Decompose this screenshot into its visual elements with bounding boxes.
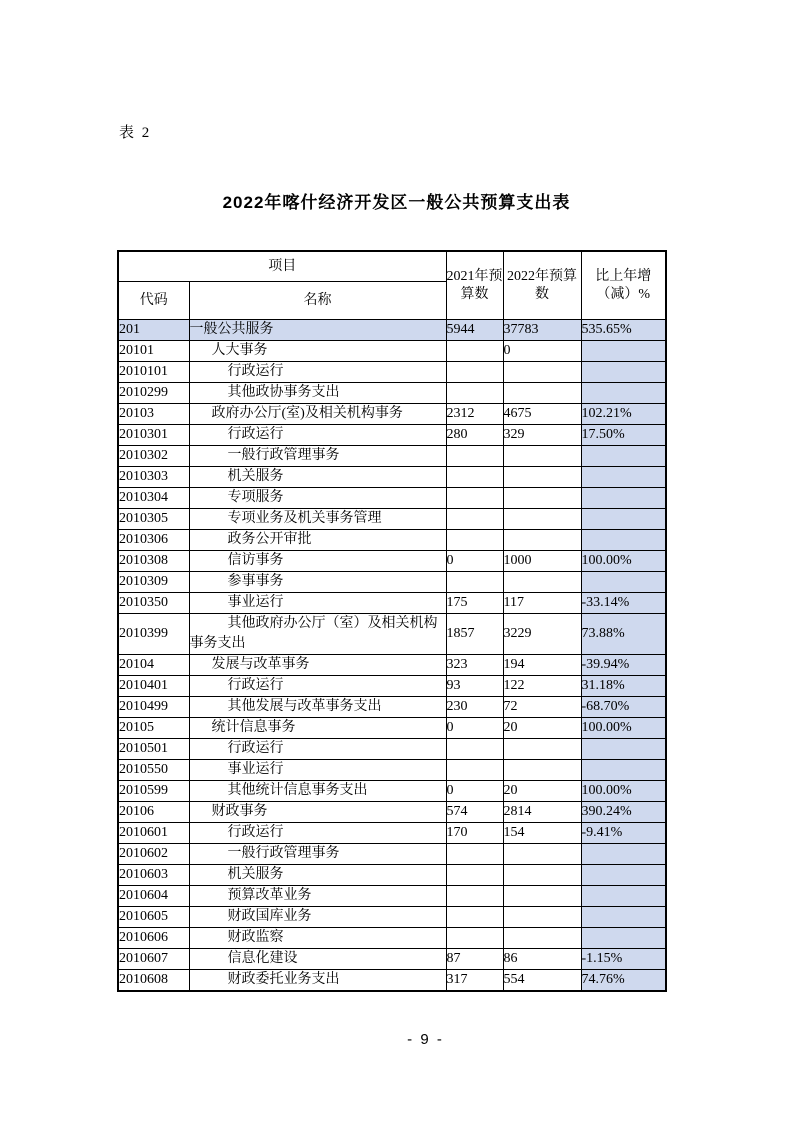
table-row <box>118 593 666 614</box>
name-cell: 参事事务 <box>189 572 446 593</box>
value-2022-cell <box>503 844 581 865</box>
name-cell: 其他发展与改革事务支出 <box>189 697 446 718</box>
name-cell: 机关服务 <box>189 467 446 488</box>
value-2022-cell <box>503 886 581 907</box>
change-cell: -39.94% <box>581 655 666 676</box>
code-cell: 2010607 <box>118 949 189 970</box>
name-cell: 一般行政管理事务 <box>189 446 446 467</box>
code-cell: 2010350 <box>118 593 189 614</box>
value-2022-cell: 72 <box>503 697 581 718</box>
table-row <box>118 655 666 676</box>
change-cell <box>581 760 666 781</box>
change-cell <box>581 488 666 509</box>
code-cell: 2010301 <box>118 425 189 446</box>
code-cell: 2010604 <box>118 886 189 907</box>
code-cell: 2010401 <box>118 676 189 697</box>
code-header: 代码 <box>118 282 189 320</box>
change-cell <box>581 362 666 383</box>
change-cell: 535.65% <box>581 320 666 341</box>
project-header: 项目 <box>118 251 446 282</box>
page-number: - 9 - <box>407 1031 444 1048</box>
page-title: 2022年喀什经济开发区一般公共预算支出表 <box>222 193 571 212</box>
value-2021-cell <box>446 530 503 551</box>
name-cell: 其他统计信息事务支出 <box>189 781 446 802</box>
budget-table <box>117 250 667 992</box>
value-2022-cell <box>503 865 581 886</box>
value-2022-cell <box>503 760 581 781</box>
name-cell: 事业运行 <box>189 593 446 614</box>
table-row <box>118 760 666 781</box>
name-cell: 政府办公厅(室)及相关机构事务 <box>189 404 446 425</box>
value-2021-cell <box>446 760 503 781</box>
value-2021-cell <box>446 383 503 404</box>
code-cell: 2010608 <box>118 970 189 992</box>
value-2021-cell: 0 <box>446 781 503 802</box>
value-2021-cell: 280 <box>446 425 503 446</box>
table-row <box>118 718 666 739</box>
table-row <box>118 572 666 593</box>
value-2021-cell <box>446 844 503 865</box>
value-2022-cell: 0 <box>503 341 581 362</box>
table-header <box>118 251 666 320</box>
value-2022-cell: 154 <box>503 823 581 844</box>
value-2022-cell: 3229 <box>503 614 581 655</box>
value-2022-cell: 117 <box>503 593 581 614</box>
value-2021-cell <box>446 928 503 949</box>
value-2021-cell: 93 <box>446 676 503 697</box>
value-2022-cell <box>503 907 581 928</box>
change-cell <box>581 928 666 949</box>
code-cell: 2010605 <box>118 907 189 928</box>
change-cell: 17.50% <box>581 425 666 446</box>
code-cell: 2010501 <box>118 739 189 760</box>
value-2022-cell <box>503 928 581 949</box>
value-2021-cell: 0 <box>446 718 503 739</box>
value-2021-cell <box>446 467 503 488</box>
code-cell: 2010308 <box>118 551 189 572</box>
table-row <box>118 802 666 823</box>
name-cell: 财政监察 <box>189 928 446 949</box>
value-2021-cell: 230 <box>446 697 503 718</box>
table-row <box>118 509 666 530</box>
value-2022-cell <box>503 446 581 467</box>
name-cell: 政务公开审批 <box>189 530 446 551</box>
value-2021-cell <box>446 341 503 362</box>
code-cell: 2010306 <box>118 530 189 551</box>
value-2022-cell: 1000 <box>503 551 581 572</box>
value-2022-cell <box>503 467 581 488</box>
value-2021-cell: 5944 <box>446 320 503 341</box>
name-cell: 统计信息事务 <box>189 718 446 739</box>
code-cell: 2010606 <box>118 928 189 949</box>
name-cell: 行政运行 <box>189 823 446 844</box>
value-2022-cell: 554 <box>503 970 581 992</box>
value-2022-cell: 20 <box>503 718 581 739</box>
table-row <box>118 362 666 383</box>
code-cell: 2010299 <box>118 383 189 404</box>
value-2022-cell <box>503 383 581 404</box>
value-2021-cell <box>446 509 503 530</box>
value-2021-cell <box>446 907 503 928</box>
name-cell: 其他政协事务支出 <box>189 383 446 404</box>
code-cell: 20105 <box>118 718 189 739</box>
table-row <box>118 781 666 802</box>
name-cell: 专项业务及机关事务管理 <box>189 509 446 530</box>
value-2021-cell: 170 <box>446 823 503 844</box>
change-cell: -33.14% <box>581 593 666 614</box>
code-cell: 2010499 <box>118 697 189 718</box>
table-row <box>118 928 666 949</box>
value-2021-cell <box>446 865 503 886</box>
change-cell <box>581 886 666 907</box>
table-row <box>118 676 666 697</box>
value-2022-cell <box>503 488 581 509</box>
change-cell: 73.88% <box>581 614 666 655</box>
change-cell: -1.15% <box>581 949 666 970</box>
table-row <box>118 844 666 865</box>
name-cell: 财政国库业务 <box>189 907 446 928</box>
change-cell <box>581 467 666 488</box>
table-row <box>118 551 666 572</box>
table-row <box>118 949 666 970</box>
value-2021-cell: 2312 <box>446 404 503 425</box>
change-cell: -9.41% <box>581 823 666 844</box>
y2022-header: 2022年预算数 <box>503 251 581 320</box>
change-cell <box>581 739 666 760</box>
name-cell: 财政委托业务支出 <box>189 970 446 992</box>
value-2021-cell: 574 <box>446 802 503 823</box>
change-header: 比上年增（减）% <box>581 251 666 320</box>
code-cell: 2010304 <box>118 488 189 509</box>
name-cell: 行政运行 <box>189 425 446 446</box>
code-cell: 2010305 <box>118 509 189 530</box>
table-row <box>118 425 666 446</box>
code-cell: 20104 <box>118 655 189 676</box>
name-cell: 行政运行 <box>189 739 446 760</box>
change-cell <box>581 341 666 362</box>
code-cell: 2010309 <box>118 572 189 593</box>
name-cell: 信息化建设 <box>189 949 446 970</box>
change-cell: 100.00% <box>581 718 666 739</box>
name-cell: 机关服务 <box>189 865 446 886</box>
table-row <box>118 488 666 509</box>
value-2021-cell <box>446 572 503 593</box>
table-row <box>118 446 666 467</box>
name-cell: 专项服务 <box>189 488 446 509</box>
table-row <box>118 341 666 362</box>
table-row <box>118 970 666 992</box>
change-cell <box>581 865 666 886</box>
change-cell: 31.18% <box>581 676 666 697</box>
value-2022-cell: 194 <box>503 655 581 676</box>
change-cell <box>581 907 666 928</box>
code-cell: 20106 <box>118 802 189 823</box>
name-cell: 其他政府办公厅（室）及相关机构事务支出 <box>189 614 446 655</box>
name-cell: 事业运行 <box>189 760 446 781</box>
code-cell: 2010550 <box>118 760 189 781</box>
name-cell: 预算改革业务 <box>189 886 446 907</box>
name-cell: 行政运行 <box>189 676 446 697</box>
value-2021-cell <box>446 362 503 383</box>
table-row <box>118 530 666 551</box>
table-row <box>118 614 666 655</box>
table-row <box>118 739 666 760</box>
change-cell <box>581 446 666 467</box>
change-cell: 100.00% <box>581 551 666 572</box>
code-cell: 20103 <box>118 404 189 425</box>
code-cell: 2010303 <box>118 467 189 488</box>
table-row <box>118 467 666 488</box>
value-2022-cell: 122 <box>503 676 581 697</box>
code-cell: 2010602 <box>118 844 189 865</box>
change-cell: 102.21% <box>581 404 666 425</box>
value-2021-cell: 323 <box>446 655 503 676</box>
value-2021-cell <box>446 886 503 907</box>
value-2022-cell <box>503 739 581 760</box>
value-2021-cell: 87 <box>446 949 503 970</box>
value-2022-cell: 329 <box>503 425 581 446</box>
value-2022-cell: 4675 <box>503 404 581 425</box>
change-cell: 390.24% <box>581 802 666 823</box>
name-cell: 行政运行 <box>189 362 446 383</box>
value-2022-cell <box>503 509 581 530</box>
change-cell <box>581 509 666 530</box>
name-header: 名称 <box>189 282 446 320</box>
code-cell: 201 <box>118 320 189 341</box>
change-cell: 74.76% <box>581 970 666 992</box>
table-row <box>118 404 666 425</box>
change-cell <box>581 530 666 551</box>
table-row <box>118 383 666 404</box>
name-cell: 发展与改革事务 <box>189 655 446 676</box>
table-row <box>118 320 666 341</box>
code-cell: 2010599 <box>118 781 189 802</box>
table-row <box>118 907 666 928</box>
table-row <box>118 697 666 718</box>
change-cell <box>581 572 666 593</box>
value-2022-cell <box>503 530 581 551</box>
code-cell: 2010302 <box>118 446 189 467</box>
code-cell: 20101 <box>118 341 189 362</box>
value-2021-cell: 317 <box>446 970 503 992</box>
value-2021-cell <box>446 488 503 509</box>
name-cell: 一般行政管理事务 <box>189 844 446 865</box>
name-cell: 一般公共服务 <box>189 320 446 341</box>
value-2021-cell: 1857 <box>446 614 503 655</box>
value-2022-cell: 20 <box>503 781 581 802</box>
value-2022-cell: 37783 <box>503 320 581 341</box>
budget-table-body <box>118 320 666 992</box>
y2021-header: 2021年预算数 <box>446 251 503 320</box>
value-2022-cell: 2814 <box>503 802 581 823</box>
name-cell: 信访事务 <box>189 551 446 572</box>
change-cell <box>581 844 666 865</box>
table-label: 表 2 <box>119 125 152 141</box>
table-row <box>118 865 666 886</box>
name-cell: 财政事务 <box>189 802 446 823</box>
value-2021-cell: 0 <box>446 551 503 572</box>
value-2021-cell <box>446 739 503 760</box>
value-2021-cell <box>446 446 503 467</box>
change-cell: 100.00% <box>581 781 666 802</box>
code-cell: 2010603 <box>118 865 189 886</box>
table-row <box>118 823 666 844</box>
code-cell: 2010601 <box>118 823 189 844</box>
value-2022-cell: 86 <box>503 949 581 970</box>
value-2022-cell <box>503 362 581 383</box>
value-2021-cell: 175 <box>446 593 503 614</box>
table-row <box>118 886 666 907</box>
change-cell <box>581 383 666 404</box>
value-2022-cell <box>503 572 581 593</box>
code-cell: 2010399 <box>118 614 189 655</box>
name-cell: 人大事务 <box>189 341 446 362</box>
change-cell: -68.70% <box>581 697 666 718</box>
code-cell: 2010101 <box>118 362 189 383</box>
